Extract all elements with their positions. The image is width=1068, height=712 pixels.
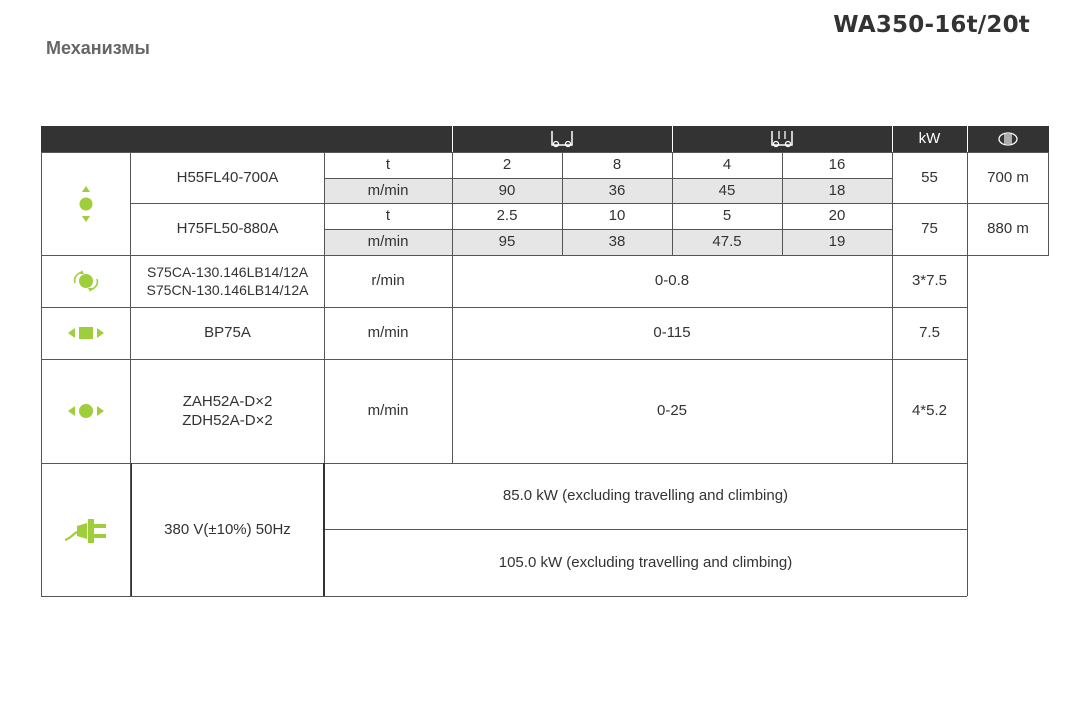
hline [324, 529, 967, 530]
hline [131, 203, 1049, 204]
hoist-length-1: 700 m [987, 168, 1029, 186]
crane-travel-icon [66, 403, 106, 419]
hoist-t-1-b: 8 [612, 156, 622, 174]
hline [324, 178, 892, 179]
vline [672, 126, 673, 152]
slewing-unit: r/min [371, 272, 405, 290]
vline [782, 152, 783, 255]
hline [41, 152, 1049, 153]
hoist-t-2-a: 2.5 [496, 207, 518, 225]
power-plug-icon [63, 515, 109, 545]
travel-model [131, 359, 324, 463]
hoist-icon-cell [41, 152, 131, 255]
hoist-kw-1: 55 [921, 168, 938, 186]
trolley-model: BP75A [204, 324, 251, 342]
travel-unit: m/min [367, 402, 409, 420]
hoist-unit-t-2: t [385, 207, 391, 225]
vline [892, 126, 893, 152]
trolley-kw: 7.5 [919, 324, 940, 342]
vline [323, 463, 325, 596]
page-title: WA350-16t/20t [833, 12, 1030, 38]
single-rope-hoist-icon [548, 129, 576, 149]
header-blank [41, 126, 452, 152]
hline [41, 596, 967, 597]
travel-kw: 4*5.2 [911, 402, 948, 420]
hoist-t-2-b: 10 [608, 207, 626, 225]
header-double-hoist [672, 126, 892, 152]
hoist-t-1-d: 16 [828, 156, 846, 174]
hline [41, 307, 967, 308]
hoist-up-down-icon [76, 184, 96, 224]
trolley-icon-cell [41, 307, 131, 359]
slewing-icon-cell [41, 255, 131, 307]
trolley-unit: m/min [367, 324, 409, 342]
slewing-range: 0-0.8 [654, 272, 690, 290]
hline [41, 463, 967, 464]
hoist-kw-2: 75 [921, 220, 938, 238]
hoist-model-1: H55FL40-700A [176, 168, 279, 186]
hoist-t-1-a: 2 [502, 156, 512, 174]
travel-icon-cell [41, 359, 131, 463]
travel-model-line-2: ZDH52A-D×2 [182, 412, 273, 429]
hoist-speed-2-d: 19 [828, 233, 846, 251]
header-kw: kW [892, 126, 967, 152]
header-cable [967, 126, 1049, 152]
hoist-t-2-d: 20 [828, 207, 846, 225]
hoist-model-2: H75FL50-880A [176, 220, 279, 238]
hoist-speed-2-a: 95 [498, 233, 516, 251]
vline [562, 152, 563, 255]
hoist-speed-1-b: 36 [608, 181, 626, 199]
hline [324, 229, 892, 230]
trolley-range: 0-115 [653, 324, 691, 342]
hoist-t-1-c: 4 [722, 156, 732, 174]
hoist-speed-2-c: 47.5 [712, 233, 742, 251]
hoist-unit-t-1: t [385, 156, 391, 174]
vline [967, 126, 968, 152]
vline [967, 152, 968, 596]
vline [892, 152, 893, 463]
hoist-speed-2-b: 38 [608, 233, 626, 251]
hoist-unit-speed-2: m/min [367, 233, 409, 251]
vline [672, 152, 673, 255]
vline [131, 463, 132, 596]
hoist-speed-1-a: 90 [498, 181, 516, 199]
hoist-length-2: 880 m [987, 220, 1029, 238]
power-line-1: 85.0 kW (excluding travelling and climbing) [502, 487, 789, 505]
hoist-t-2-c: 5 [722, 207, 732, 225]
power-supply: 380 V(±10%) 50Hz [164, 520, 291, 538]
power-icon-cell [41, 463, 131, 596]
double-rope-hoist-icon [768, 129, 796, 149]
section-subtitle: Механизмы [46, 38, 150, 58]
header-single-hoist [452, 126, 672, 152]
vline [452, 152, 453, 463]
hline [41, 359, 967, 360]
hoist-unit-speed-1: m/min [367, 181, 409, 199]
hline [41, 255, 1049, 256]
hoist-speed-1-c: 45 [718, 181, 736, 199]
vline [41, 152, 42, 596]
travel-range: 0-25 [656, 402, 688, 420]
slewing-rotation-icon [70, 269, 102, 293]
slewing-kw: 3*7.5 [911, 272, 948, 290]
vline [1048, 152, 1049, 255]
slewing-model-line-2: S75CN-130.146LB14/12A [146, 282, 309, 298]
power-line-2: 105.0 kW (excluding travelling and climbing) [498, 553, 793, 571]
hoist-speed-1-d: 18 [828, 181, 846, 199]
trolley-travel-icon [66, 325, 106, 341]
slewing-model-line-1: S75CA-130.146LB14/12A [146, 263, 309, 280]
slewing-model [131, 255, 324, 307]
travel-model-line-1: ZAH52A-D×2 [182, 392, 273, 410]
cable-reel-icon [997, 131, 1019, 147]
